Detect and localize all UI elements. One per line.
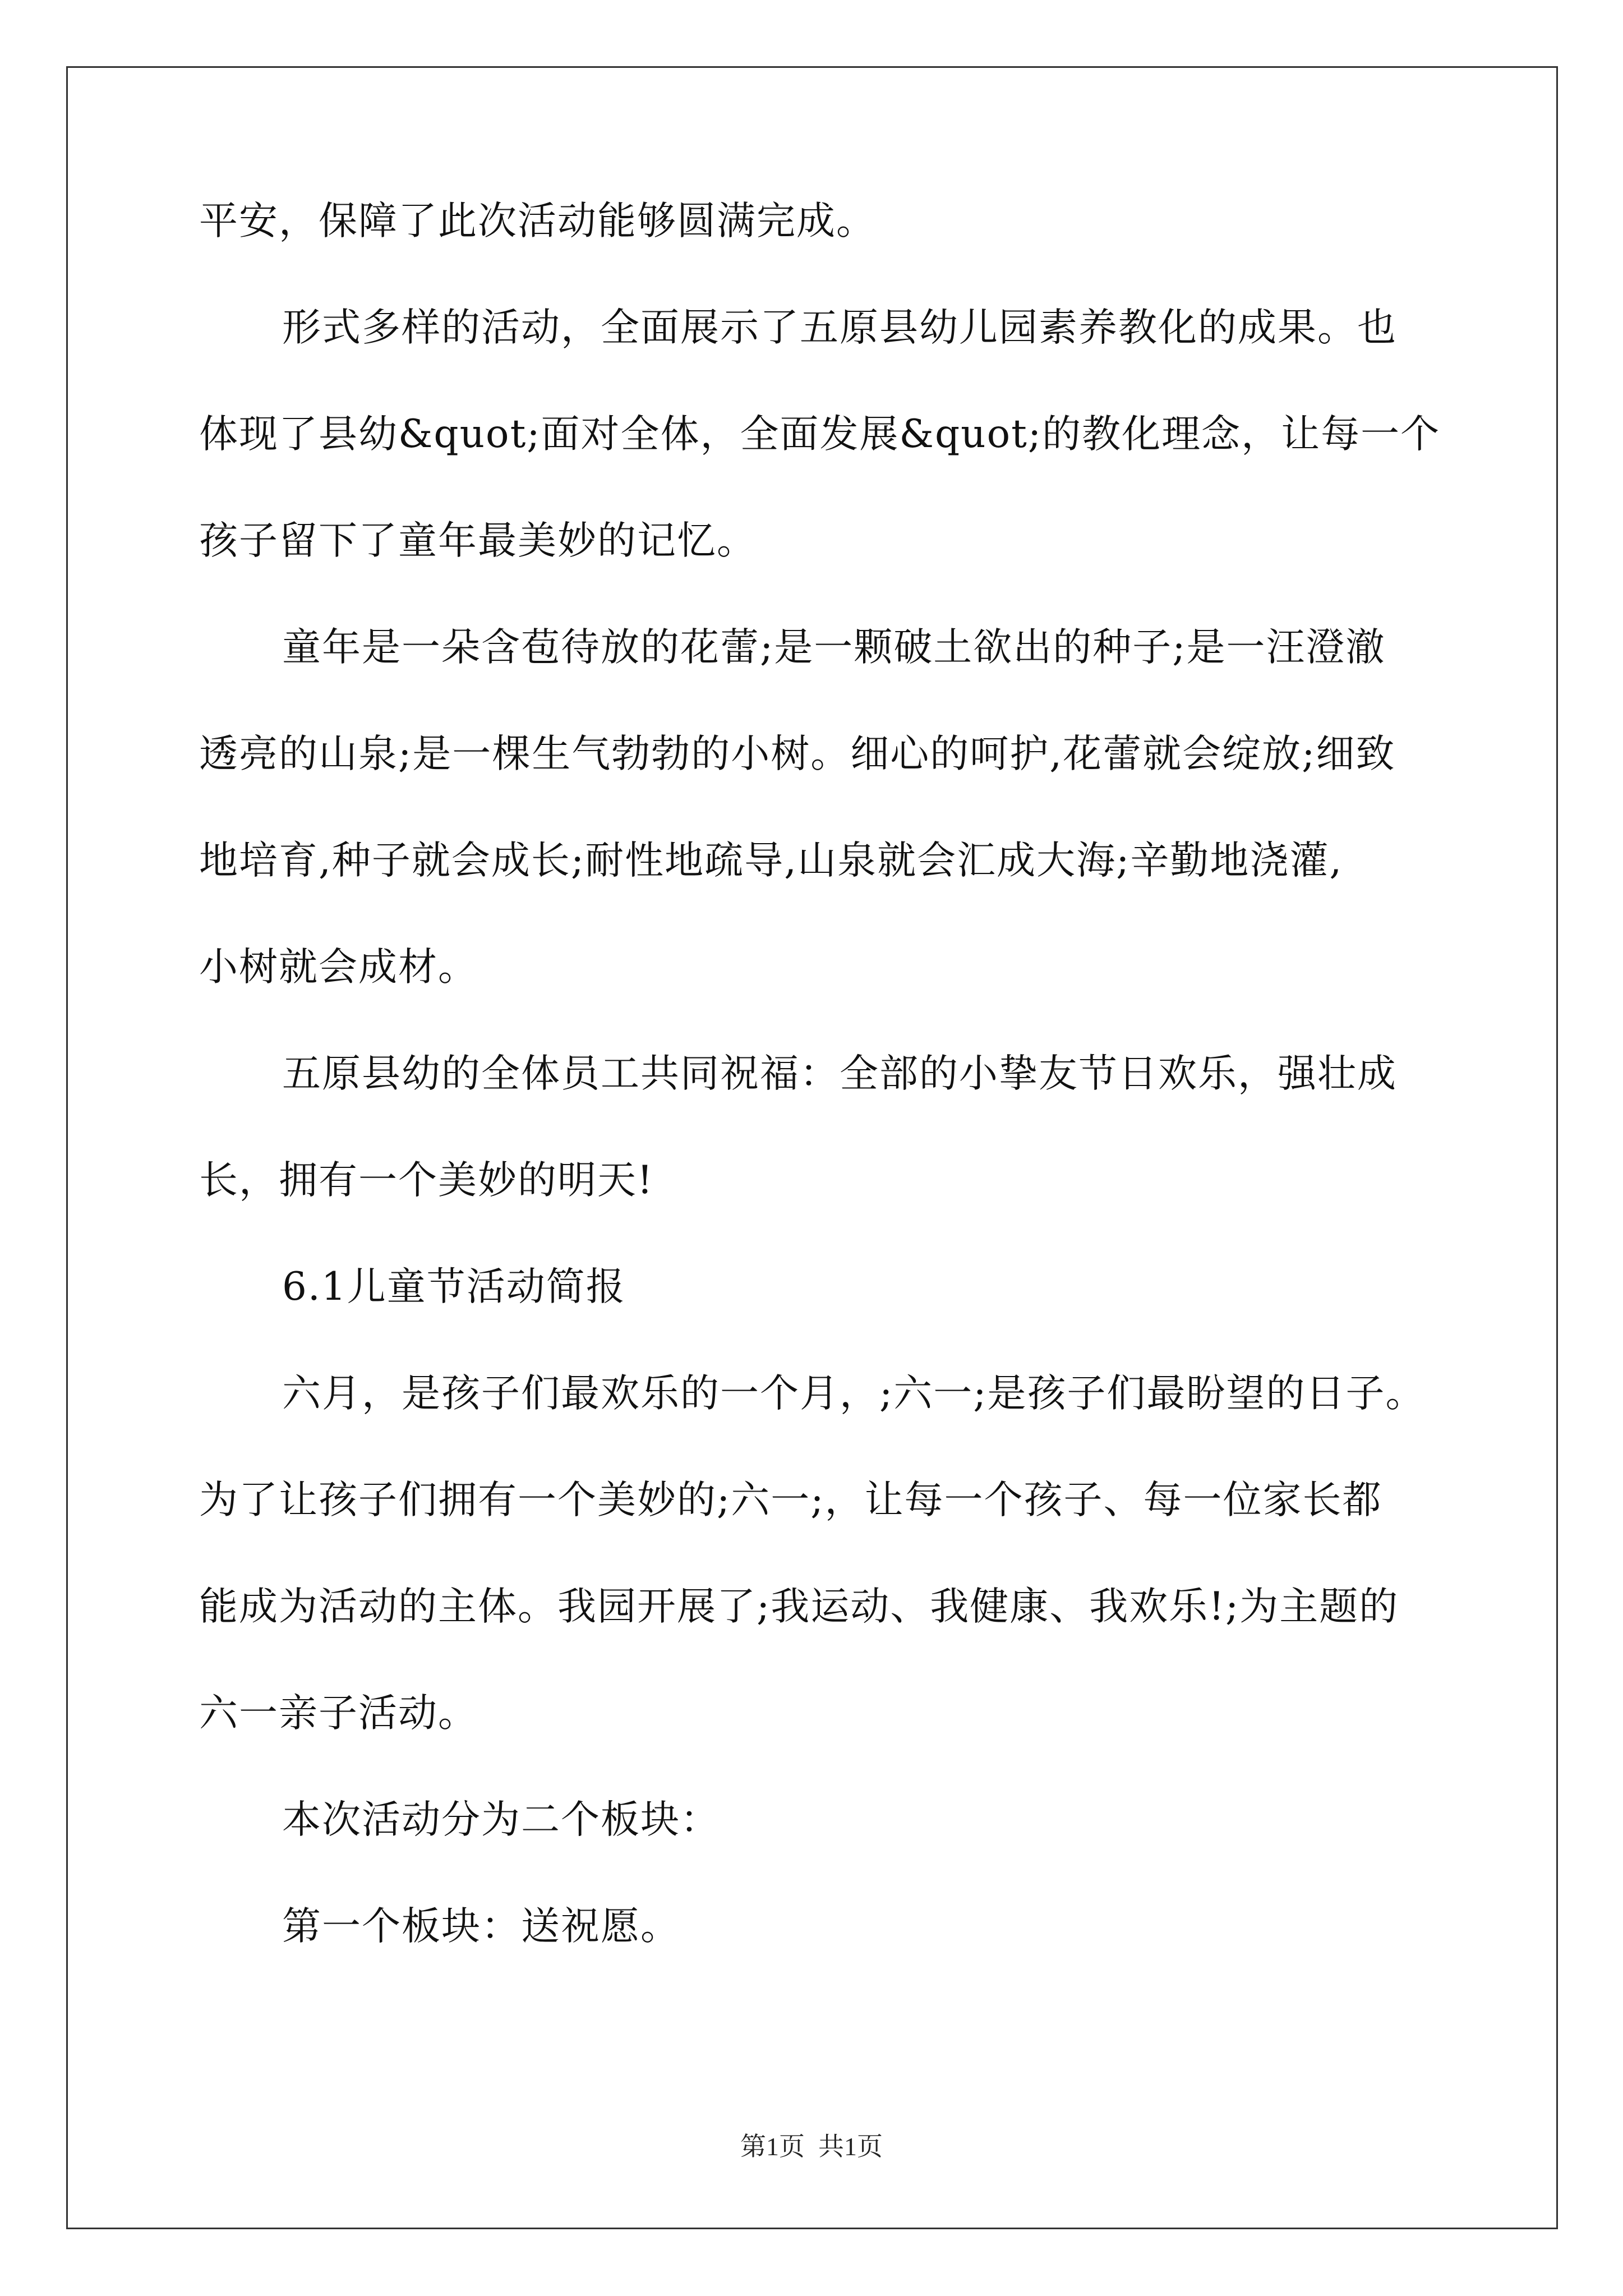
page-number-total: 共1页: [818, 2132, 883, 2161]
page-footer: [0, 2126, 1623, 2163]
text-line: 体现了县幼&quot;面对全体，全面发展&quot;的教化理念，让每一个: [199, 412, 1441, 457]
page-number-current: 第1页: [740, 2132, 805, 2161]
text-line: 透亮的山泉;是一棵生气勃勃的小树。细心的呵护,花蕾就会绽放;细致: [199, 731, 1396, 776]
text-line: 小树就会成材。: [199, 945, 478, 990]
text-line: 孩子留下了童年最美妙的记忆。: [199, 518, 757, 563]
text-line: 第一个板块：送祝愿。: [282, 1904, 680, 1949]
text-line: 童年是一朵含苞待放的花蕾;是一颗破土欲出的种子;是一汪澄澈: [282, 625, 1386, 670]
text-line: 地培育,种子就会成长;耐性地疏导,山泉就会汇成大海;辛勤地浇灌,: [199, 838, 1343, 883]
text-line: 平安，保障了此次活动能够圆满完成。: [199, 199, 876, 243]
text-line: 六月，是孩子们最欢乐的一个月，;六一;是孩子们最盼望的日子。: [282, 1371, 1426, 1416]
text-line: 六一亲子活动。: [199, 1691, 478, 1736]
text-line: 五原县幼的全体员工共同祝福：全部的小挚友节日欢乐，强壮成: [282, 1051, 1397, 1096]
text-line: 长，拥有一个美妙的明天!: [199, 1158, 654, 1203]
text-line: 为了让孩子们拥有一个美妙的;六一;，让每一个孩子、每一位家长都: [199, 1478, 1382, 1522]
text-line: 形式多样的活动，全面展示了五原县幼儿园素养教化的成果。也: [282, 305, 1397, 350]
section-heading: 6.1儿童节活动简报: [282, 1264, 626, 1309]
text-line: 能成为活动的主体。我园开展了;我运动、我健康、我欢乐!;为主题的: [199, 1584, 1399, 1629]
text-line: 本次活动分为二个板块：: [282, 1797, 720, 1842]
